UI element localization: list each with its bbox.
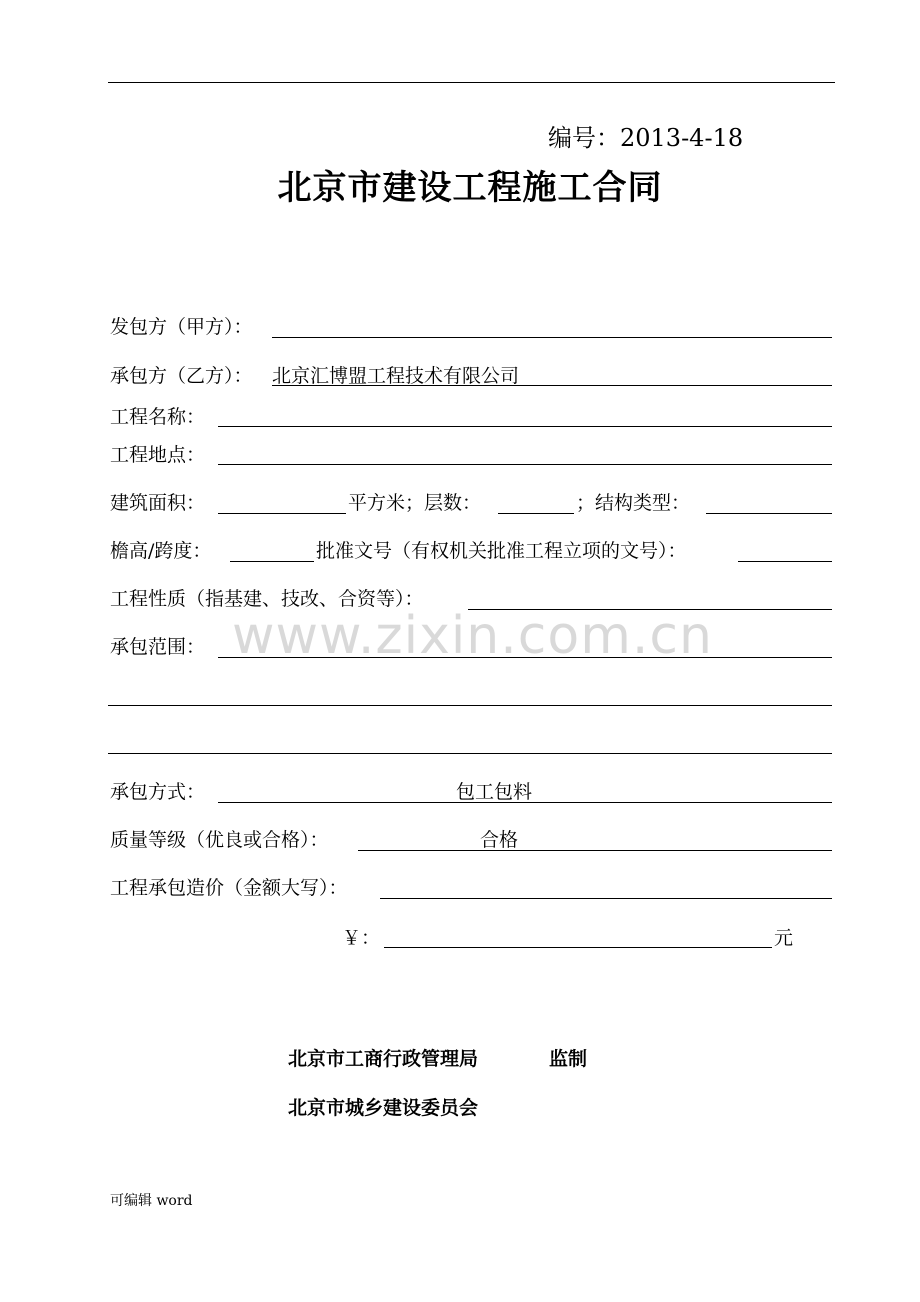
area-unit-label: 平方米；层数：	[348, 492, 482, 514]
project-name-field[interactable]	[218, 426, 832, 427]
scope-field-line-2[interactable]	[108, 705, 832, 706]
contractor-field[interactable]	[272, 385, 832, 386]
structure-type-label: ；结构类型：	[576, 492, 691, 514]
contractor-label: 承包方（乙方）：	[110, 365, 253, 387]
quality-value: 合格	[480, 829, 519, 851]
currency-label: ￥：	[342, 927, 381, 949]
building-area-label: 建筑面积：	[110, 492, 206, 514]
price-label: 工程承包造价（金额大写）：	[110, 877, 348, 899]
project-nature-label: 工程性质（指基建、技改、合资等）：	[110, 588, 424, 610]
watermark: www.zixin.com.cn	[232, 606, 713, 666]
top-rule	[108, 82, 835, 83]
employer-field[interactable]	[272, 337, 832, 338]
contract-method-field[interactable]	[218, 802, 832, 803]
footer-note: 可编辑 word	[110, 1193, 193, 1209]
scope-field-line-1[interactable]	[218, 657, 832, 658]
scope-field-line-3[interactable]	[108, 753, 832, 754]
quality-label: 质量等级（优良或合格）：	[110, 829, 329, 851]
contract-method-label: 承包方式：	[110, 781, 206, 803]
approval-doc-field[interactable]	[738, 561, 832, 562]
employer-label: 发包方（甲方）：	[110, 316, 253, 338]
project-location-field[interactable]	[218, 464, 832, 465]
project-name-label: 工程名称：	[110, 406, 206, 428]
building-area-field[interactable]	[218, 513, 346, 514]
scope-label: 承包范围：	[110, 636, 206, 658]
contractor-value: 北京汇博盟工程技术有限公司	[272, 365, 520, 387]
amount-field[interactable]	[384, 947, 772, 948]
page-title: 北京市建设工程施工合同	[277, 168, 663, 208]
project-location-label: 工程地点：	[110, 444, 206, 466]
yuan-label: 元	[774, 927, 794, 949]
price-field[interactable]	[380, 898, 832, 899]
floor-count-field[interactable]	[498, 513, 574, 514]
contract-method-value: 包工包料	[456, 781, 533, 803]
eave-height-field[interactable]	[230, 561, 314, 562]
structure-type-field[interactable]	[706, 513, 832, 514]
supervisor-bureau-2: 北京市城乡建设委员会	[288, 1097, 479, 1119]
supervise-label: 监制	[549, 1048, 588, 1070]
quality-field[interactable]	[358, 850, 832, 851]
approval-doc-label: 批准文号（有权机关批准工程立项的文号）：	[316, 540, 687, 562]
eave-height-label: 檐高/跨度：	[110, 540, 212, 562]
document-number: 编号：2013-4-18	[548, 124, 744, 152]
supervisor-bureau-1: 北京市工商行政管理局	[288, 1048, 479, 1070]
